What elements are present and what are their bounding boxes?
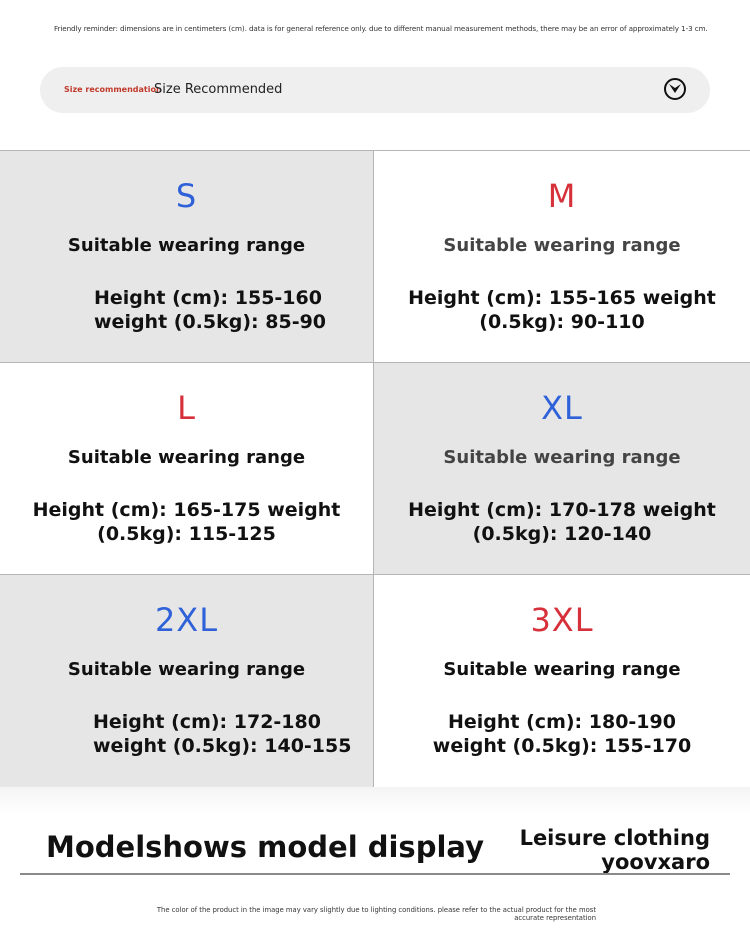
range-label: Suitable wearing range — [443, 447, 681, 468]
size-label: 3XL — [530, 601, 594, 639]
range-label: Suitable wearing range — [67, 659, 306, 680]
weight-line: (0.5kg): 90-110 — [479, 311, 645, 333]
size-label: L — [177, 389, 196, 427]
size-recommendation-tag: Size recommendation — [64, 85, 162, 94]
height-line: Height (cm): 170-178 weight — [408, 499, 716, 521]
size-chart-grid — [0, 150, 750, 786]
weight-line: (0.5kg): 115-125 — [97, 523, 276, 545]
size-cell-m — [374, 151, 750, 363]
size-label: M — [547, 177, 577, 215]
weight-line: (0.5kg): 120-140 — [472, 523, 652, 545]
size-label: 2XL — [154, 601, 219, 639]
height-weight-info — [374, 286, 750, 334]
size-cell-xl — [374, 363, 750, 575]
leisure-clothing-label — [520, 826, 710, 874]
height-line: Height (cm): 155-160 — [94, 287, 322, 309]
range-label: Suitable wearing range — [443, 235, 681, 256]
height-weight-info — [374, 498, 750, 546]
friendly-reminder-text: Friendly reminder: dimensions are in centimeters (cm). data is for general reference only. due to different manual measurement methods, there may be an error of approximately 1-3 cm. — [54, 24, 708, 33]
height-line: Height (cm): 172-180 — [93, 711, 321, 733]
range-label: Suitable wearing range — [443, 659, 681, 680]
height-weight-info — [94, 286, 326, 334]
section-divider — [20, 873, 730, 875]
height-weight-info — [93, 710, 351, 758]
size-recommendation-bar[interactable] — [40, 67, 710, 113]
chevron-down-circle-icon[interactable] — [664, 78, 686, 100]
size-cell-3xl — [374, 575, 750, 787]
range-label: Suitable wearing range — [67, 447, 306, 468]
weight-line: weight (0.5kg): 155-170 — [432, 735, 692, 757]
leisure-line-1: Leisure clothing — [519, 826, 710, 850]
height-line: Height (cm): 155-165 weight — [408, 287, 716, 309]
size-label: S — [175, 177, 198, 215]
weight-line: weight (0.5kg): 85-90 — [94, 311, 327, 333]
size-recommended-title: Size Recommended — [154, 82, 283, 97]
range-label: Suitable wearing range — [67, 235, 306, 256]
height-line: Height (cm): 180-190 — [448, 711, 676, 733]
height-weight-info — [0, 498, 373, 546]
size-label: XL — [541, 389, 583, 427]
section-fade — [0, 787, 750, 815]
size-cell-s — [0, 151, 374, 363]
size-cell-2xl — [0, 575, 374, 787]
color-disclaimer: The color of the product in the image may vary slightly due to lighting conditions. please refer to the actual product for the most accurate representation — [156, 906, 596, 922]
weight-line: weight (0.5kg): 140-155 — [93, 735, 352, 757]
size-cell-l — [0, 363, 374, 575]
height-line: Height (cm): 165-175 weight — [32, 499, 341, 521]
model-display-title: Modelshows model display — [46, 830, 484, 864]
leisure-line-2: yoovxaro — [601, 850, 710, 874]
height-weight-info — [374, 710, 750, 758]
